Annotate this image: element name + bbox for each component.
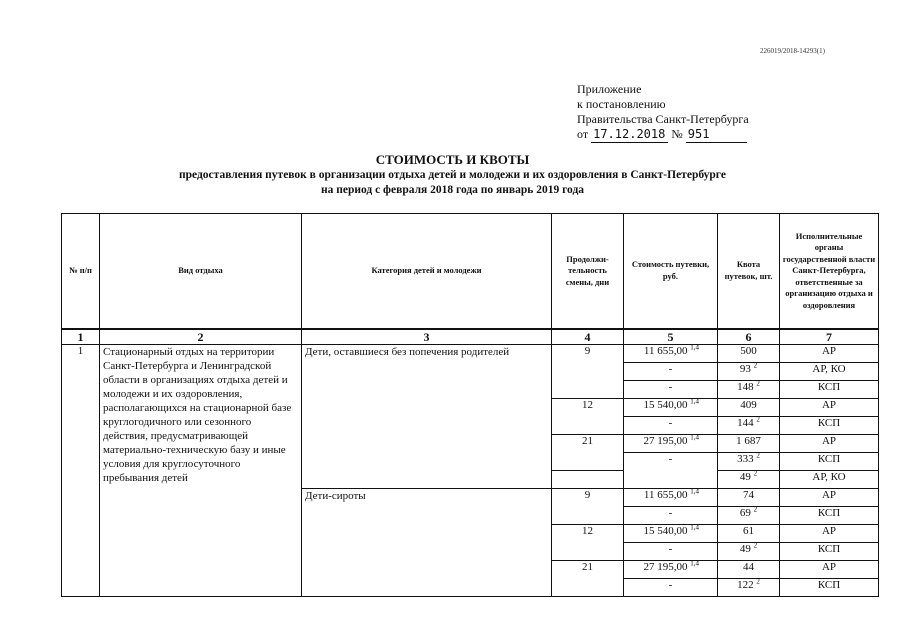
document-number: 226019/2018-14293(1) bbox=[760, 47, 825, 55]
resolution-number: 951 bbox=[686, 127, 748, 143]
cost-value: 27 195,00 bbox=[643, 434, 688, 447]
header-duration: Продолжи-тельность смены, дни bbox=[552, 214, 624, 329]
cost-value: - bbox=[668, 416, 673, 429]
quota-cell bbox=[718, 434, 780, 452]
quota-cell bbox=[718, 524, 780, 542]
quota-cell bbox=[718, 344, 780, 362]
cost-cell bbox=[624, 380, 718, 398]
cost-value: 11 655,00 bbox=[643, 344, 688, 357]
cost-value: 15 540,00 bbox=[643, 524, 688, 537]
header-quota: Квота путевок, шт. bbox=[718, 214, 780, 329]
quota-footnote: 2 bbox=[753, 360, 758, 369]
category-cell: Дети-сироты bbox=[302, 488, 552, 596]
subtitle-line-2: на период с февраля 2018 года по январь 2019 года bbox=[320, 184, 585, 196]
quota-cell bbox=[718, 560, 780, 578]
category-cell: Дети, оставшиеся без попечения родителей bbox=[302, 344, 552, 488]
quota-value: 44 bbox=[743, 560, 754, 573]
cost-value: 11 655,00 bbox=[643, 488, 688, 501]
quota-value: 93 bbox=[739, 362, 751, 375]
col-number-6: 6 bbox=[718, 329, 780, 345]
authority-cell: АР bbox=[780, 488, 879, 506]
cost-footnote: 1,4 bbox=[690, 342, 699, 351]
duration-cell: 9 bbox=[552, 344, 624, 398]
duration-cell: 21 bbox=[552, 560, 624, 596]
col-number-4: 4 bbox=[552, 329, 624, 345]
authority-cell: АР bbox=[780, 434, 879, 452]
column-number-row bbox=[62, 329, 879, 345]
quota-cell bbox=[718, 578, 780, 596]
duration-cell bbox=[552, 470, 624, 488]
cost-value: - bbox=[668, 380, 673, 393]
header-num: № п/п bbox=[62, 214, 100, 329]
cost-value: - bbox=[668, 506, 673, 519]
duration-cell: 21 bbox=[552, 434, 624, 470]
table-body bbox=[62, 344, 879, 596]
table-row bbox=[62, 344, 879, 362]
cost-quota-table bbox=[61, 213, 879, 597]
appendix-block bbox=[577, 82, 749, 143]
cost-cell bbox=[624, 434, 718, 452]
col-number-2: 2 bbox=[100, 329, 302, 345]
cost-value: - bbox=[668, 452, 673, 465]
cost-cell bbox=[624, 362, 718, 380]
header-vid: Вид отдыха bbox=[100, 214, 302, 329]
col-number-1: 1 bbox=[62, 329, 100, 345]
cost-value: - bbox=[668, 542, 673, 555]
document-title: СТОИМОСТЬ И КВОТЫ bbox=[375, 152, 530, 167]
quota-footnote: 2 bbox=[753, 504, 758, 513]
cost-footnote: 1,4 bbox=[690, 432, 699, 441]
quota-value: 122 bbox=[737, 578, 754, 591]
authority-cell: АР bbox=[780, 524, 879, 542]
authority-cell: АР, КО bbox=[780, 470, 879, 488]
number-prefix: № bbox=[671, 127, 683, 141]
quota-cell bbox=[718, 470, 780, 488]
header-category: Категория детей и молодежи bbox=[302, 214, 552, 329]
document-subtitle bbox=[0, 168, 905, 198]
authority-cell: КСП bbox=[780, 506, 879, 524]
date-prefix: от bbox=[577, 127, 589, 141]
appendix-line-3: Правительства Санкт-Петербурга bbox=[577, 112, 749, 126]
authority-cell: КСП bbox=[780, 452, 879, 470]
cost-footnote: 1,4 bbox=[690, 522, 699, 531]
cost-value: 27 195,00 bbox=[643, 560, 688, 573]
authority-cell: КСП bbox=[780, 542, 879, 560]
quota-value: 61 bbox=[743, 524, 754, 537]
col-number-5: 5 bbox=[624, 329, 718, 345]
quota-value: 500 bbox=[740, 344, 757, 357]
cost-cell bbox=[624, 560, 718, 578]
quota-footnote: 2 bbox=[756, 378, 760, 387]
cost-cell bbox=[624, 488, 718, 506]
cost-cell bbox=[624, 524, 718, 542]
duration-cell: 9 bbox=[552, 488, 624, 524]
cost-cell bbox=[624, 344, 718, 362]
quota-cell bbox=[718, 380, 780, 398]
cost-value: - bbox=[668, 362, 673, 375]
duration-cell: 12 bbox=[552, 398, 624, 434]
quota-cell bbox=[718, 488, 780, 506]
duration-cell: 12 bbox=[552, 524, 624, 560]
subtitle-line-1: предоставления путевок в организации отдыха детей и молодежи и их оздоровления в Санкт-Петербурге bbox=[179, 169, 726, 181]
authority-cell: КСП bbox=[780, 380, 879, 398]
cost-cell bbox=[624, 542, 718, 560]
quota-value: 148 bbox=[737, 380, 754, 393]
quota-cell bbox=[718, 506, 780, 524]
cost-footnote: 1,4 bbox=[690, 396, 699, 405]
quota-value: 409 bbox=[740, 398, 757, 411]
appendix-line-1: Приложение bbox=[577, 82, 642, 96]
quota-footnote: 2 bbox=[753, 468, 758, 477]
cost-cell bbox=[624, 578, 718, 596]
quota-value: 49 bbox=[739, 470, 751, 483]
appendix-date-line bbox=[577, 127, 749, 143]
appendix-line-2: к постановлению bbox=[577, 97, 666, 111]
authority-cell: АР bbox=[780, 560, 879, 578]
header-authority: Исполнительные органы государственной власти Санкт-Петербурга, ответственные за организацию отдыха и оздоровления bbox=[780, 214, 879, 329]
quota-value: 74 bbox=[743, 488, 754, 501]
cost-cell bbox=[624, 452, 718, 488]
authority-cell: КСП bbox=[780, 416, 879, 434]
col-number-7: 7 bbox=[780, 329, 879, 345]
cost-cell bbox=[624, 398, 718, 416]
quota-footnote: 2 bbox=[753, 540, 758, 549]
quota-value: 333 bbox=[737, 452, 754, 465]
quota-cell bbox=[718, 398, 780, 416]
quota-cell bbox=[718, 452, 780, 470]
col-number-3: 3 bbox=[302, 329, 552, 345]
cost-value: - bbox=[668, 578, 673, 591]
cost-cell bbox=[624, 416, 718, 434]
cost-footnote: 1,4 bbox=[690, 558, 699, 567]
cost-footnote: 1,4 bbox=[690, 486, 699, 495]
authority-cell: КСП bbox=[780, 578, 879, 596]
quota-value: 69 bbox=[739, 506, 751, 519]
row-number: 1 bbox=[62, 344, 100, 596]
quota-footnote: 2 bbox=[756, 414, 760, 423]
quota-cell bbox=[718, 542, 780, 560]
authority-cell: АР, КО bbox=[780, 362, 879, 380]
quota-footnote: 2 bbox=[756, 450, 760, 459]
quota-cell bbox=[718, 416, 780, 434]
quota-value: 144 bbox=[737, 416, 754, 429]
quota-footnote: 2 bbox=[756, 576, 760, 585]
resolution-date: 17.12.2018 bbox=[591, 127, 668, 143]
cost-value: 15 540,00 bbox=[643, 398, 688, 411]
vid-otdykha: Стационарный отдых на территории Санкт-Петербурга и Ленинградской области в организациях отдыха детей и молодежи и их оздоровления, располагающихся на стационарной базе круглогодичного или сезонного действия, предусматривающей материально-техническую базу и иные условия для круглосуточного пребывания детей bbox=[100, 344, 302, 596]
header-cost: Стоимость путевки, руб. bbox=[624, 214, 718, 329]
quota-value: 49 bbox=[739, 542, 751, 555]
header-row bbox=[62, 214, 879, 329]
quota-cell bbox=[718, 362, 780, 380]
authority-cell: АР bbox=[780, 344, 879, 362]
quota-value: 1 687 bbox=[736, 434, 761, 447]
authority-cell: АР bbox=[780, 398, 879, 416]
cost-cell bbox=[624, 506, 718, 524]
